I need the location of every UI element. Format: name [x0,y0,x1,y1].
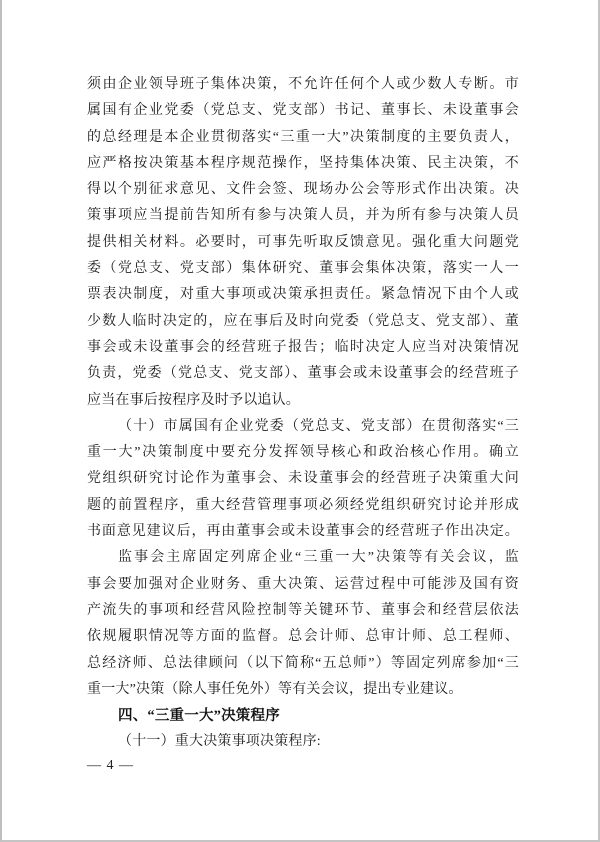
text-line: 重一大”决策（除人事任免外）等有关会议，提出专业建议。 [87,681,463,697]
text-line: 题的前置程序，重大经营管理事项必须经党组织研究讨论并形成 [87,497,519,513]
text-line: （十一）重大决策事项决策程序: [118,734,321,750]
text-line: 得以个别征求意见、文件会签、现场办公会等形式作出决策。决 [87,182,519,198]
document-body [87,72,519,756]
page-number: — 4 — [87,758,134,773]
text-line: 票表决制度，对重大事项或决策承担责任。紧急情况下由个人或 [87,287,519,303]
text-line: 的总经理是本企业贯彻落实“三重一大”决策制度的主要负责人， [87,129,519,145]
text-line: 负责，党委（党总支、党支部）、董事会或未设董事会的经营班子 [87,366,519,382]
text-line: 重一大”决策制度中要充分发挥领导核心和政治核心作用。确立 [87,445,519,461]
text-line: 应严格按决策基本程序规范操作，坚持集体决策、民主决策，不 [87,155,519,171]
text-line: 产流失的事项和经营风险控制等关键环节、董事会和经营层依法 [87,602,519,618]
text-line: 事会或未设董事会的经营班子报告；临时决定人应当对决策情况 [87,339,519,355]
text-line: （十）市属国有企业党委（党总支、党支部）在贯彻落实“三 [118,418,519,434]
text-line: 事会要加强对企业财务、重大决策、运营过程中可能涉及国有资 [87,576,519,592]
text-line: 监事会主席固定列席企业“三重一大”决策等有关会议，监 [118,550,519,566]
text-line: 少数人临时决定的，应在事后及时向党委（党总支、党支部）、董 [87,313,519,329]
text-line: 属国有企业党委（党总支、党支部）书记、董事长、未设董事会 [87,103,519,119]
text-line: 总经济师、总法律顾问（以下简称“五总师”）等固定列席参加“三 [87,655,519,671]
text-line: 依规履职情况等方面的监督。总会计师、总审计师、总工程师、 [87,629,519,645]
text-line: 应当在事后按程序及时予以追认。 [87,392,300,408]
text-line: 党组织研究讨论作为董事会、未设董事会的经营班子决策重大问 [87,471,519,487]
text-line: 书面意见建议后，再由董事会或未设董事会的经营班子作出决定。 [87,524,519,540]
text-line: 须由企业领导班子集体决策，不允许任何个人或少数人专断。市 [87,77,519,92]
section-heading: 四、“三重一大”决策程序 [118,708,280,725]
text-line: 委（党总支、党支部）集体研究、董事会集体决策，落实一人一 [87,261,519,277]
text-line: 提供相关材料。必要时，可事先听取反馈意见。强化重大问题党 [87,234,519,250]
text-line: 策事项应当提前告知所有参与决策人员，并为所有参与决策人员 [87,208,519,224]
